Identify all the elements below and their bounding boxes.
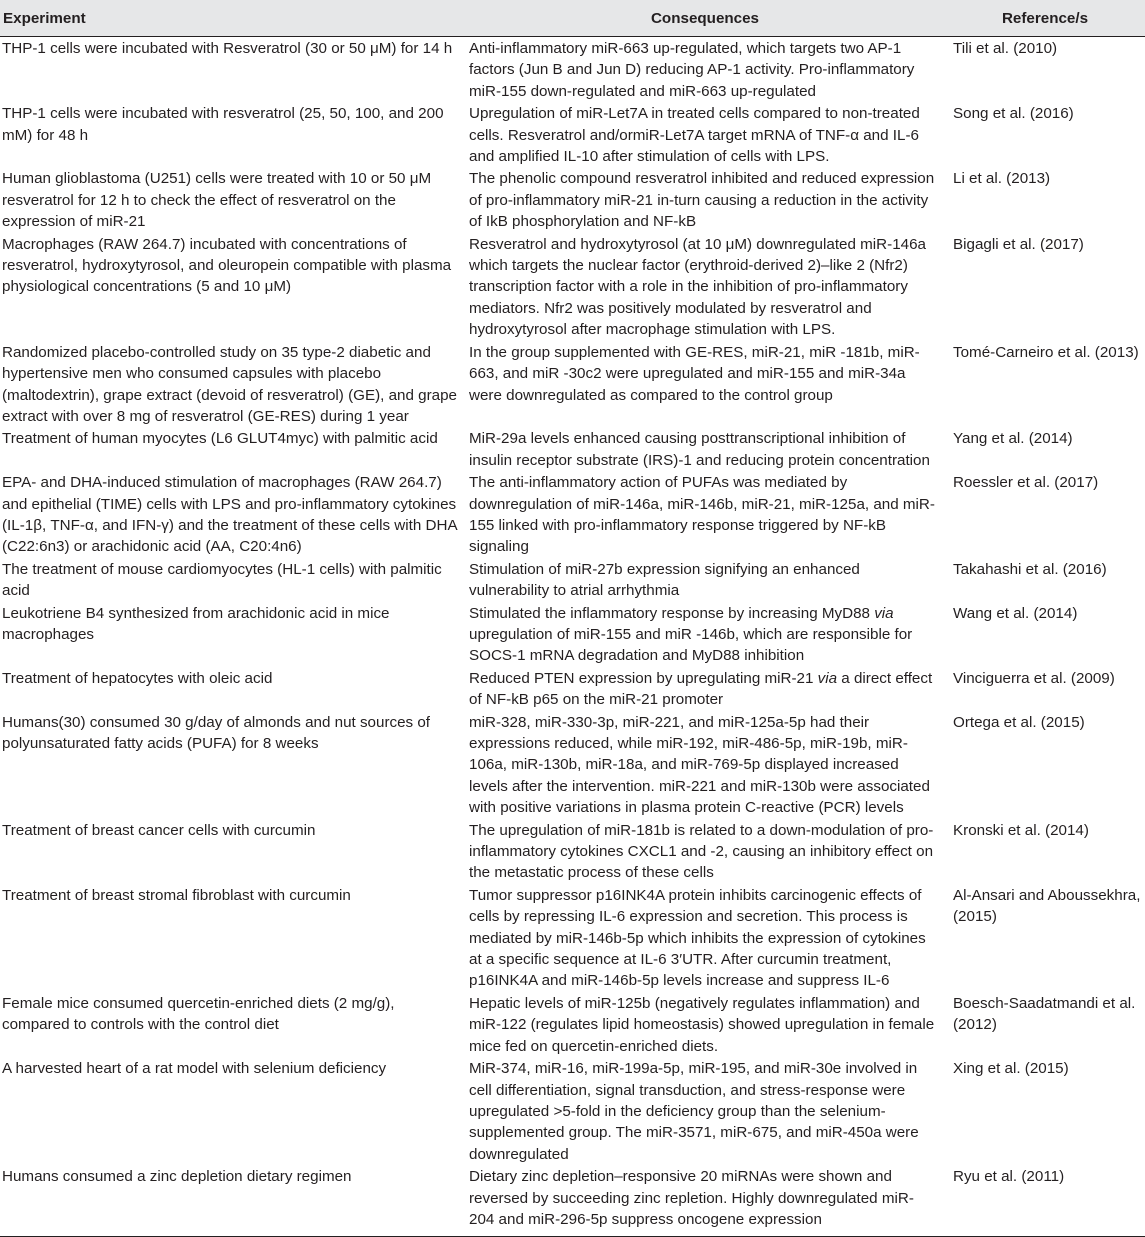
reference-cell: Roessler et al. (2017) (953, 474, 1099, 492)
reference-cell: Ryu et al. (2011) (953, 1168, 1065, 1186)
consequences-cell: Dietary zinc depletion–responsive 20 miRNAs were shown and reversed by succeeding zinc repletion. Highly downregulated miR-204 and miR-296-5p suppress oncogene expression (469, 1168, 914, 1228)
experiment-cell: Treatment of breast stromal fibroblast with curcumin (2, 886, 351, 904)
table-row (0, 558, 1145, 602)
reference-cell: Yang et al. (2014) (953, 430, 1073, 448)
experiment-cell: Human glioblastoma (U251) cells were treated with 10 or 50 μM resveratrol for 12 h to check the effect of resveratrol on the expression of miR-21 (2, 170, 432, 231)
consequences-cell: Stimulation of miR-27b expression signifying an enhanced vulnerability to atrial arrhythmia (469, 560, 860, 600)
table-row (0, 667, 1145, 711)
table-row (0, 427, 1145, 471)
consequences-cell: Resveratrol and hydroxytyrosol (at 10 μM) downregulated miR-146a which targets the nuclear factor (erythroid-derived 2)–like 2 (Nfr2) transcription factor with a role in the inhibition of pro-inflammatory mediators. Nfr2 was positively modulated by resveratrol and hydroxytyrosol after macrophage stimulation with LPS. (469, 235, 926, 339)
consequences-text-italic: via (817, 669, 838, 687)
consequences-cell: Upregulation of miR-Let7A in treated cells compared to non-treated cells. Resveratrol and/ormiR-Let7A target mRNA of TNF-α and IL-6 and amplified IL-10 after stimulation of cells with LPS. (469, 105, 920, 166)
reference-cell: Takahashi et al. (2016) (953, 560, 1107, 578)
table-row (0, 167, 1145, 232)
consequences-text-italic: via (874, 604, 894, 622)
consequences-cell: Hepatic levels of miR-125b (negatively regulates inflammation) and miR-122 (regulates lipid homeostasis) showed upregulation in female mice fed on quercetin-enriched diets. (469, 994, 935, 1055)
consequences-cell: The anti-inflammatory action of PUFAs was mediated by downregulation of miR-146a, miR-146b, miR-21, miR-125a, and miR-155 linked with pro-inflammatory response triggered by NF-kB signaling (469, 474, 935, 556)
consequences-text-start: Stimulated the inflammatory response by increasing MyD88 (469, 604, 875, 622)
table-row (0, 602, 1145, 667)
table-row (0, 471, 1145, 558)
table-row (0, 341, 1145, 428)
consequences-text-end: a direct effect of NF-kB p65 on the miR-21 promoter (469, 669, 933, 709)
table-row (0, 1165, 1145, 1237)
experiment-cell: Female mice consumed quercetin-enriched diets (2 mg/g), compared to controls with the control diet (2, 994, 395, 1034)
consequences-cell: The phenolic compound resveratrol inhibited and reduced expression of pro-inflammatory miR-21 in-turn causing a reduction in the activity of IkB phosphorylation and NF-kB (469, 170, 935, 231)
experiment-cell: Treatment of breast cancer cells with curcumin (2, 821, 316, 839)
consequences-cell: MiR-374, miR-16, miR-199a-5p, miR-195, and miR-30e involved in cell differentiation, signal transduction, and stress-response were upregulated >5-fold in the deficiency group than the selenium-supplemented group. The miR-3571, miR-675, and miR-450a were downregulated (469, 1060, 919, 1163)
experiment-cell: THP-1 cells were incubated with resveratrol (25, 50, 100, and 200 mM) for 48 h (2, 105, 444, 144)
table-row (0, 711, 1145, 819)
consequences-cell: Tumor suppressor p16INK4A protein inhibits carcinogenic effects of cells by repressing IL-6 expression and secretion. This process is mediated by miR-146b-5p which inhibits the expression of cytokines at a specific sequence at IL-6 3′UTR. After curcumin treatment, p16INK4A and miR-146b-5p levels increase and suppress IL-6 (469, 886, 926, 990)
experiment-cell: A harvested heart of a rat model with selenium deficiency (2, 1060, 387, 1078)
reference-cell: Xing et al. (2015) (953, 1060, 1069, 1078)
experiment-cell: THP-1 cells were incubated with Resveratrol (30 or 50 μM) for 14 h (2, 40, 453, 57)
reference-cell: Tomé-Carneiro et al. (2013) (953, 343, 1139, 361)
consequences-cell: MiR-29a levels enhanced causing posttranscriptional inhibition of insulin receptor substrate (IRS)-1 and reducing protein concentration (469, 430, 930, 469)
reference-cell: Song et al. (2016) (953, 105, 1074, 123)
table-row (0, 102, 1145, 167)
consequences-cell: miR-328, miR-330-3p, miR-221, and miR-125a-5p had their expressions reduced, while miR-192, miR-486-5p, miR-19b, miR-106a, miR-130b, miR-18a, and miR-769-5p displayed increased levels after the intervention. miR-221 and miR-130b were associated with positive variations in plasma protein C-reactive (PCR) levels (469, 713, 930, 817)
experiment-cell: Randomized placebo-controlled study on 35 type-2 diabetic and hypertensive men who consumed capsules with placebo (maltodextrin), grape extract (devoid of resveratrol) (GE), and grape extract with over 8 mg of resveratrol (GE-RES) during 1 year (2, 343, 457, 425)
table-row (0, 1057, 1145, 1165)
header-experiment: Experiment (0, 0, 465, 37)
reference-cell: Li et al. (2013) (953, 170, 1051, 188)
reference-cell: Wang et al. (2014) (953, 604, 1078, 622)
table-header (0, 0, 1145, 37)
table-row (0, 233, 1145, 341)
experiment-cell: The treatment of mouse cardiomyocytes (HL-1 cells) with palmitic acid (2, 560, 442, 600)
reference-cell: Ortega et al. (2015) (953, 713, 1085, 731)
consequences-cell: In the group supplemented with GE-RES, miR-21, miR -181b, miR-663, and miR -30c2 were upregulated and miR-155 and miR-34a were downregulated as compared to the control group (469, 343, 920, 404)
consequences-text-end: upregulation of miR-155 and miR -146b, which are responsible for SOCS-1 mRNA degradation and MyD88 inhibition (469, 625, 913, 665)
reference-cell: Tili et al. (2010) (953, 40, 1058, 57)
experiment-cell: Leukotriene B4 synthesized from arachidonic acid in mice macrophages (2, 604, 390, 643)
consequences-cell: The upregulation of miR-181b is related to a down-modulation of pro-inflammatory cytokines CXCL1 and -2, causing an inhibitory effect on the metastatic process of these cells (469, 821, 934, 882)
table-row (0, 37, 1145, 103)
consequences-cell (465, 602, 945, 667)
experiment-cell: Macrophages (RAW 264.7) incubated with concentrations of resveratrol, hydroxytyrosol, and oleuropein compatible with plasma physiological concentrations (5 and 10 μM) (2, 235, 452, 296)
reference-cell: Al-Ansari and Aboussekhra, (2015) (953, 886, 1141, 926)
table-row (0, 884, 1145, 992)
reference-cell: Kronski et al. (2014) (953, 821, 1089, 839)
table-body (0, 37, 1145, 1237)
reference-cell: Vinciguerra et al. (2009) (953, 669, 1115, 687)
experiment-cell: Humans consumed a zinc depletion dietary regimen (2, 1168, 352, 1186)
experiment-cell: Humans(30) consumed 30 g/day of almonds and nut sources of polyunsaturated fatty acids (PUFA) for 8 weeks (2, 713, 431, 752)
reference-cell: Boesch-Saadatmandi et al. (2012) (953, 994, 1136, 1034)
experiment-cell: EPA- and DHA-induced stimulation of macrophages (RAW 264.7) and epithelial (TIME) cells with LPS and pro-inflammatory cytokines (IL-1β, TNF-α, and IFN-γ) and the treatment of these cells with DHA (C22:6n3) or arachidonic acid (AA, C20:4n6) (2, 474, 457, 556)
header-consequences: Consequences (465, 0, 945, 37)
consequences-cell (465, 667, 945, 711)
consequences-cell: Anti-inflammatory miR-663 up-regulated, which targets two AP-1 factors (Jun B and Jun D) reducing AP-1 activity. Pro-inflammatory miR-155 down-regulated and miR-663 up-regulated (469, 40, 915, 100)
consequences-text-start: Reduced PTEN expression by upregulating miR-21 (469, 669, 818, 687)
header-row (0, 0, 1145, 37)
table-row (0, 992, 1145, 1057)
header-references: Reference/s (945, 0, 1145, 37)
experiment-cell: Treatment of human myocytes (L6 GLUT4myc) with palmitic acid (2, 430, 438, 448)
reference-cell: Bigagli et al. (2017) (953, 235, 1084, 253)
experiment-cell: Treatment of hepatocytes with oleic acid (2, 669, 273, 687)
table-row (0, 819, 1145, 884)
